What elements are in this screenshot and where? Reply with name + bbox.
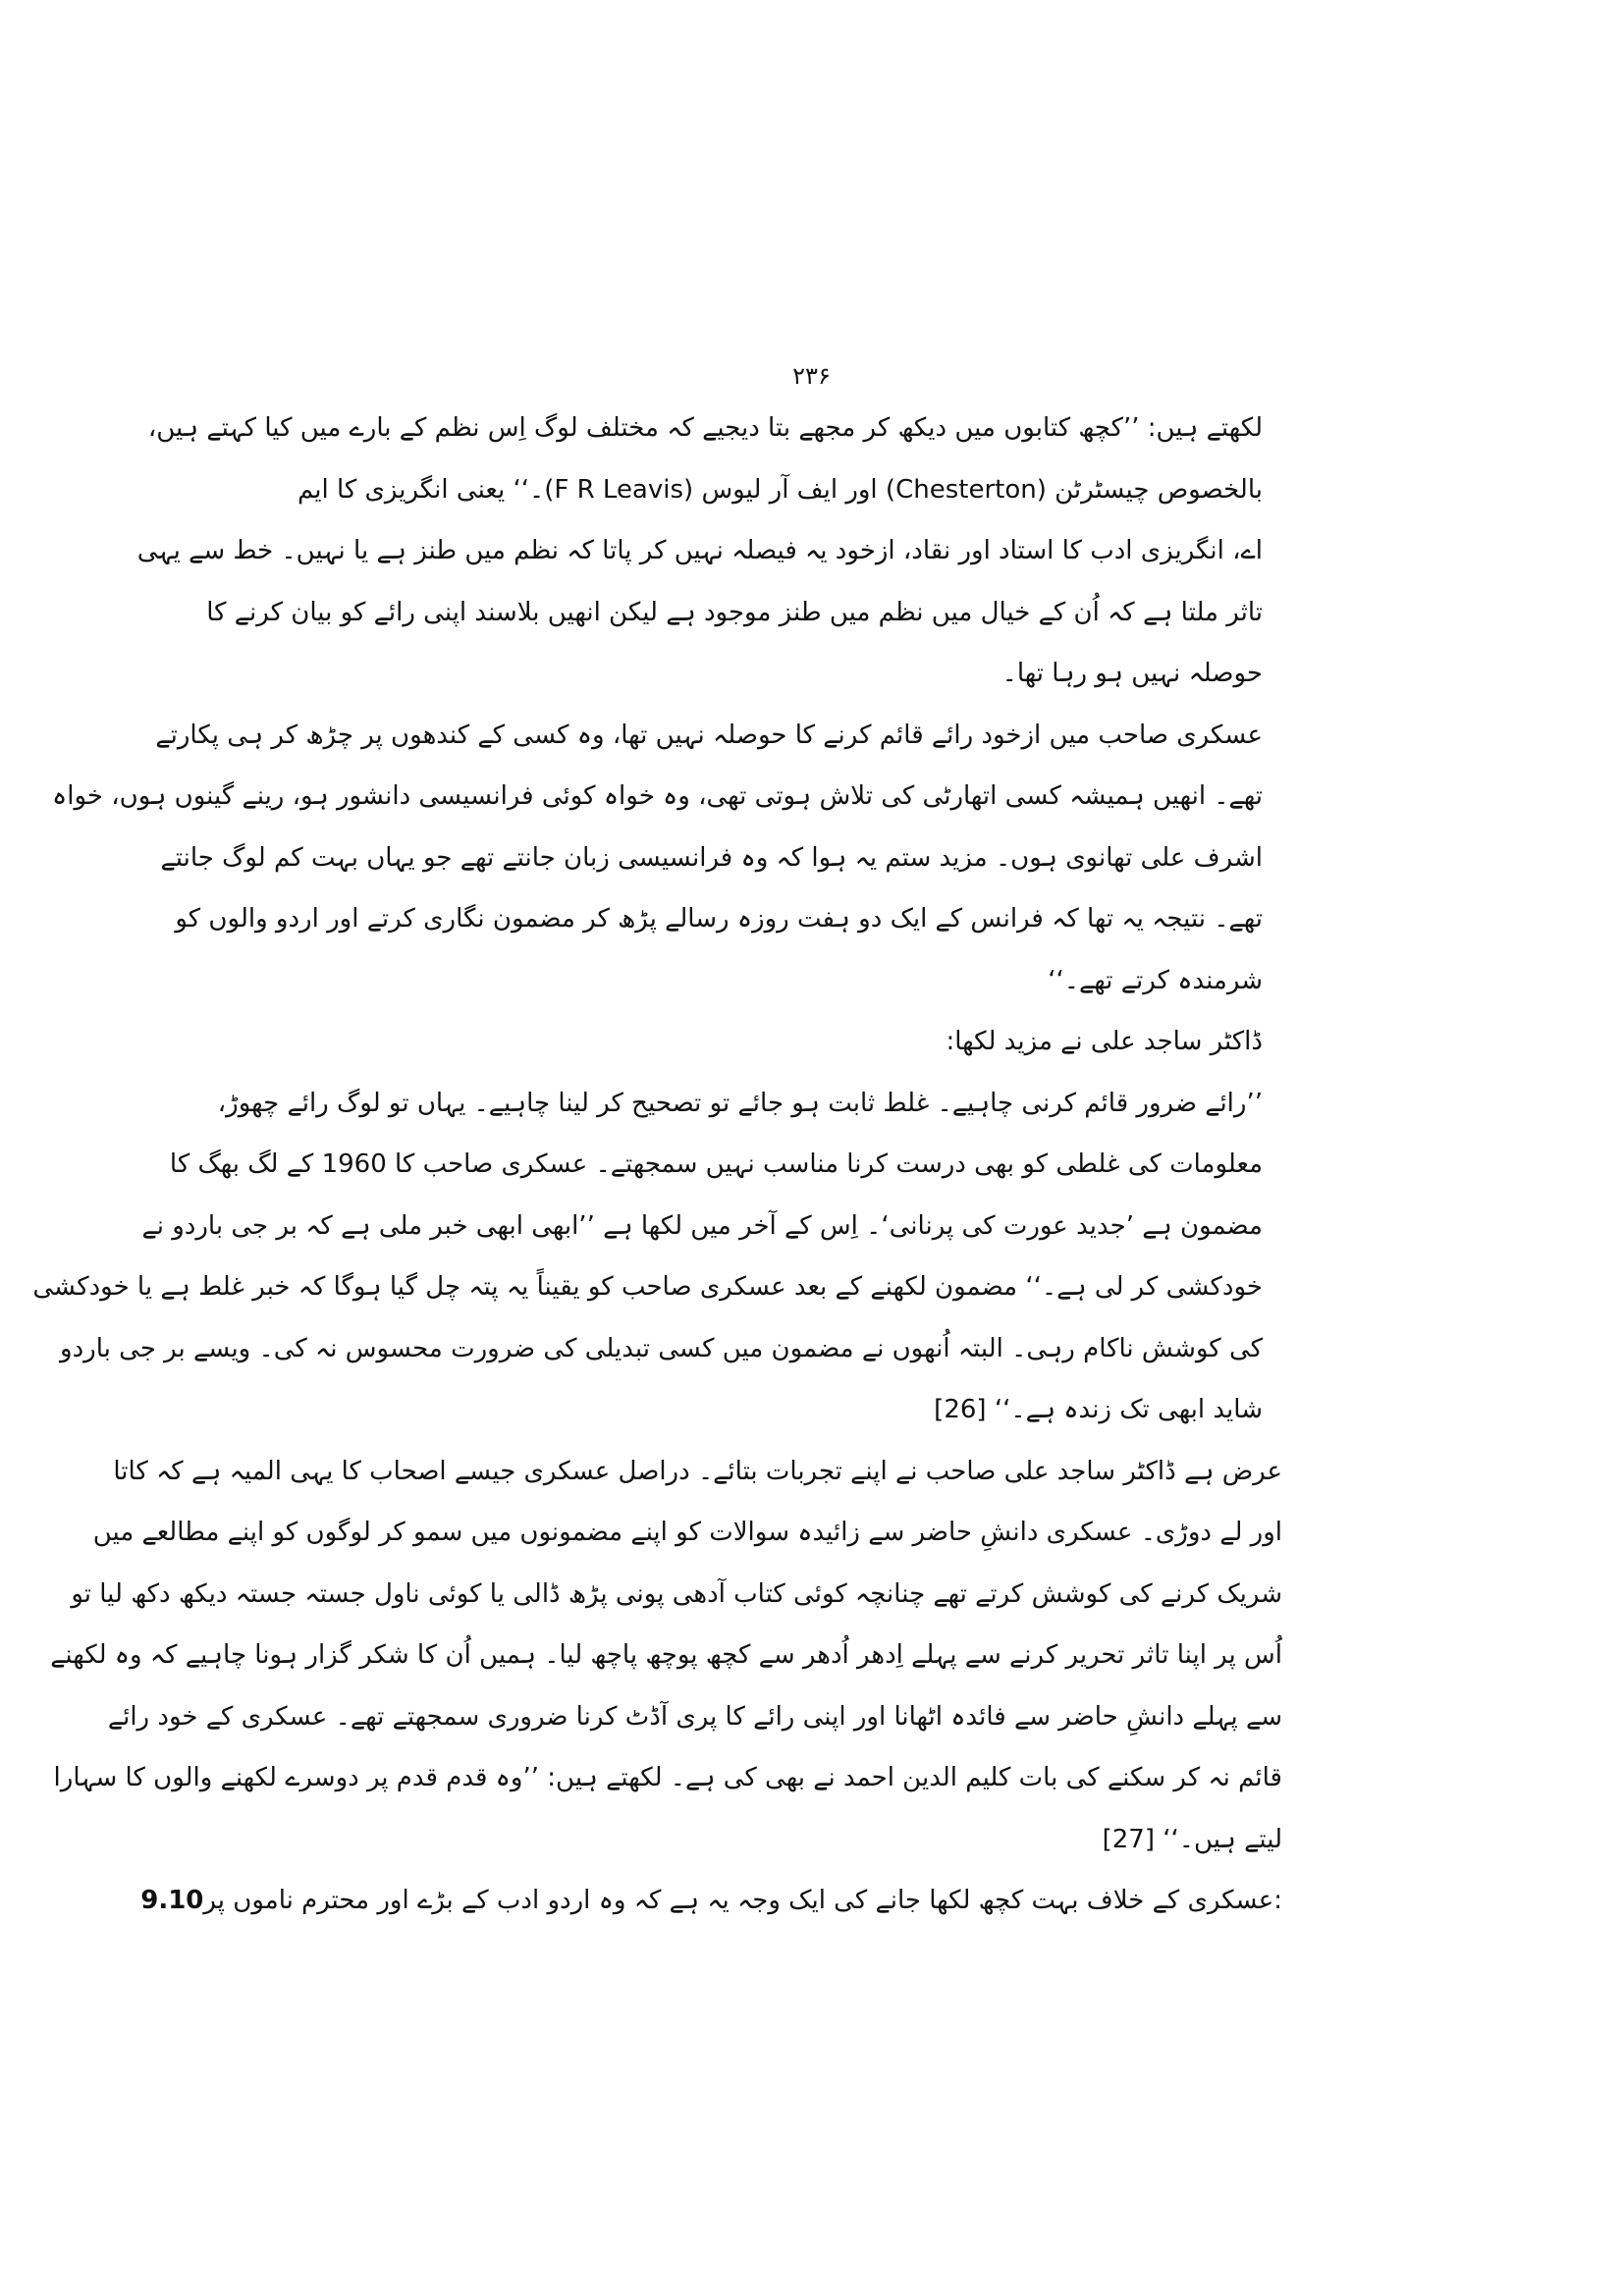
page-number: ۲۳۶ [792, 362, 831, 390]
text-line: اشرف علی تھانوی ہوں۔ مزید ستم یہ ہوا کہ وہ فرانسیسی زبان جانتے تھے جو یہاں بہت کم لوگ جانتے [160, 842, 1263, 873]
text-line: لیتے ہیں۔‘‘ [27] [1102, 1824, 1282, 1854]
quote-paragraph-2 [51, 705, 1263, 1012]
text-line: عرض ہے ڈاکٹر ساجد علی صاحب نے اپنے تجربات بتائے۔ دراصل عسکری جیسے اصحاب کا یہی المیہ ہے کہ کاتا [113, 1456, 1282, 1486]
text-line: ڈاکٹر ساجد علی نے مزید لکھا: [946, 1027, 1263, 1056]
page-body [32, 398, 1282, 1932]
text-line: اُس پر اپنا تاثر تحریر کرنے سے پہلے اِدھر اُدھر سے کچھ پوچھ پاچھ لیا۔ ہمیں اُن کا شکر گزار ہونا چاہیے کہ وہ لکھنے [50, 1640, 1282, 1670]
body-paragraph [50, 1441, 1282, 1871]
quote-intro [383, 1011, 1263, 1073]
text-line: کی کوشش ناکام رہی۔ البتہ اُنھوں نے مضمون میں کسی تبدیلی کی ضرورت محسوس نہ کی۔ ویسے بر جی باردو [60, 1333, 1263, 1363]
section-number: 9.10 [140, 1886, 204, 1915]
text-line: معلومات کی غلطی کو بھی درست کرنا مناسب نہیں سمجھتے۔ عسکری صاحب کا 1960 کے لگ بھگ کا [169, 1149, 1263, 1179]
text-line: عسکری صاحب میں ازخود رائے قائم کرنے کا حوصلہ نہیں تھا، وہ کسی کے کندھوں پر چڑھ کر ہی پکارتے [155, 720, 1263, 750]
text-line: لکھتے ہیں: ’’کچھ کتابوں میں دیکھ کر مجھے بتا دیجیے کہ مختلف لوگ اِس نظم کے بارے میں کیا کہتے ہیں، [147, 413, 1263, 443]
text-line: ’’رائے ضرور قائم کرنی چاہیے۔ غلط ثابت ہو جائے تو تصحیح کر لینا چاہیے۔ یہاں تو لوگ رائے چھوڑ، [217, 1088, 1263, 1118]
text-line: شاید ابھی تک زندہ ہے۔‘‘ [26] [934, 1395, 1263, 1424]
text-line: شریک کرنے کی کوشش کرتے تھے چنانچہ کوئی کتاب آدھی پونی پڑھ ڈالی یا کوئی ناول جستہ جستہ دیکھ دکھ لیا تو [71, 1578, 1282, 1609]
section-text: :عسکری کے خلاف بہت کچھ لکھا جانے کی ایک وجہ یہ ہے کہ وہ اردو ادب کے بڑے اور محترم ناموں پر [203, 1886, 1282, 1915]
text-line: تھے۔ انھیں ہمیشہ کسی اتھارٹی کی تلاش ہوتی تھی، وہ خواہ کوئی فرانسیسی دانشور ہو، رینے گینوں ہوں، خواہ [51, 781, 1263, 811]
text-line: بالخصوص چیسٹرٹن (Chesterton) اور ایف آر لیوس (F R Leavis)۔‘‘ یعنی انگریزی کا ایم [297, 474, 1263, 505]
quote-paragraph-1 [136, 398, 1263, 705]
text-line: خودکشی کر لی ہے۔‘‘ مضمون لکھنے کے بعد عسکری صاحب کو یقیناً یہ پتہ چل گیا ہوگا کہ خبر غلط ہے یا خودکشی [32, 1272, 1263, 1302]
text-line: قائم نہ کر سکنے کی بات کلیم الدین احمد نے بھی کی ہے۔ لکھتے ہیں: ’’وہ قدم قدم پر دوسرے لکھنے والوں کا سہارا [53, 1763, 1282, 1792]
section-line [140, 1870, 1282, 1932]
quote-paragraph-3 [32, 1073, 1263, 1441]
text-line: تاثر ملتا ہے کہ اُن کے خیال میں نظم میں طنز موجود ہے لیکن انھیں بلاسند اپنی رائے کو بیان کرنے کا [206, 597, 1263, 627]
text-line: شرمندہ کرتے تھے۔‘‘ [1048, 965, 1263, 995]
text-line: تھے۔ نتیجہ یہ تھا کہ فرانس کے ایک دو ہفت روزہ رسالے پڑھ کر مضمون نگاری کرتے اور اردو والوں کو [175, 904, 1263, 934]
section-paragraph [140, 1870, 1282, 1932]
text-line: سے پہلے دانشِ حاضر سے فائدہ اٹھانا اور اپنی رائے کا پری آڈٹ کرنا ضروری سمجھتے تھے۔ عسکری کے خود رائے [107, 1701, 1282, 1732]
text-line: حوصلہ نہیں ہو رہا تھا۔ [1001, 659, 1263, 688]
text-line: اے، انگریزی ادب کا استاد اور نقاد، ازخود یہ فیصلہ نہیں کر پاتا کہ نظم میں طنز ہے یا نہیں۔ خط سے یہی [136, 536, 1263, 565]
text-line: اور لے دوڑی۔ عسکری دانشِ حاضر سے زائیدہ سوالات کو اپنے مضمونوں میں سمو کر لوگوں کو اپنے مطالعے میں [92, 1518, 1282, 1547]
text-line: مضمون ہے ’جدید عورت کی پرنانی‘۔ اِس کے آخر میں لکھا ہے ’’ابھی ابھی خبر ملی ہے کہ بر جی باردو نے [141, 1210, 1263, 1241]
